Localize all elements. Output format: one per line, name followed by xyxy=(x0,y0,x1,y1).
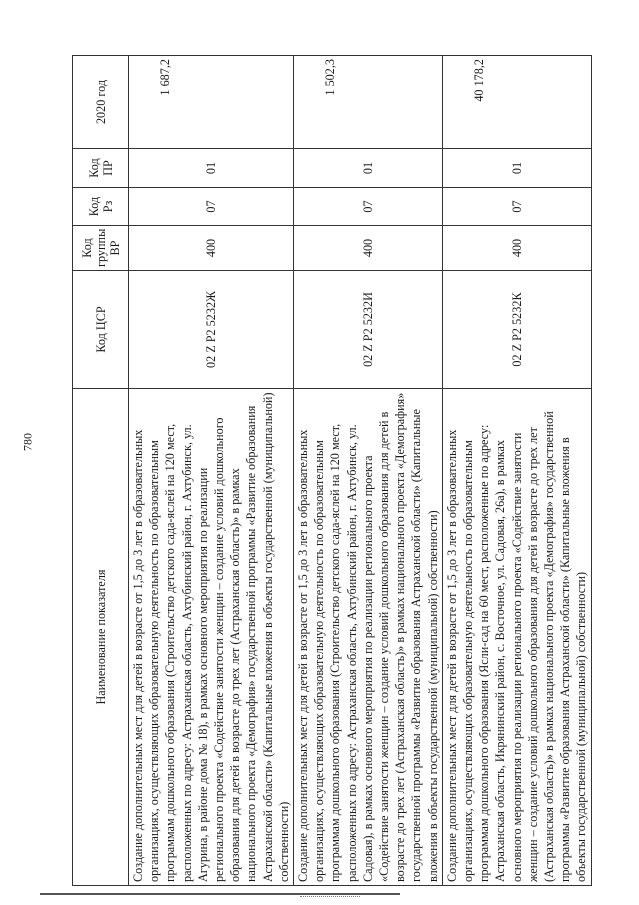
page-number-area xyxy=(0,0,40,905)
row-rz: 07 xyxy=(129,188,294,226)
header-year: 2020 год xyxy=(73,56,129,149)
row-rz: 07 xyxy=(442,188,591,226)
header-vr: Код группы ВР xyxy=(73,226,129,271)
table-header-row xyxy=(73,56,129,886)
row-value: 40 178,2 xyxy=(442,56,591,149)
header-rz: Код Рз xyxy=(73,188,129,226)
row-pr: 01 xyxy=(129,149,294,188)
header-csr: Код ЦСР xyxy=(73,271,129,389)
row-pr: 01 xyxy=(442,149,591,188)
scan-artifact-dots xyxy=(300,896,360,897)
row-name: Создание дополнительных мест для детей в возрасте от 1,5 до 3 лет в образовательных организациях, осуществляющих образовательную деятельность по образовательным программам дошкольного образования (Строительство детского сада-яслей на 120 мест, расположенных по адресу: Астраханская область, Ахтубинский район, г. Ахтубинск, ул. Агурина, в районе дома № 18), в рамках основного мероприятия по реализации регионального проекта «Содействие занятости женщин – создание условий дошкольного образования для детей в возрасте до трех лет (Астраханская область)» в рамках национального проекта «Демография» государственной программы «Развитие образования Астраханской области» (Капитальные вложения в объекты государственной (муниципальной) собственности) xyxy=(129,389,294,886)
row-csr: 02 Z P2 5232И xyxy=(294,271,443,389)
row-csr: 02 Z P2 5232К xyxy=(442,271,591,389)
header-name: Наименование показателя xyxy=(73,389,129,886)
scan-artifact-line xyxy=(40,893,400,895)
row-csr: 02 Z P2 5232Ж xyxy=(129,271,294,389)
row-vr: 400 xyxy=(442,226,591,271)
row-value: 1 687,2 xyxy=(129,56,294,149)
table-row xyxy=(442,56,591,886)
row-pr: 01 xyxy=(294,149,443,188)
row-name: Создание дополнительных мест для детей в возрасте от 1,5 до 3 лет в образовательных организациях, осуществляющих образовательную деятельность по образовательным программам дошкольного образования (Строительство детского сада-яслей на 120 мест, расположенных по адресу: Астраханская область, Ахтубинский район, г. Ахтубинск, ул. Садовая), в рамках основного мероприятия по реализации регионального проекта «Содействие занятости женщин – создание условий дошкольного образования для детей в возрасте до трех лет (Астраханская область)» в рамках национального проекта «Демография» государственной программы «Развитие образования Астраханской области» (Капитальные вложения в объекты государственной (муниципальной) собственности) xyxy=(294,389,443,886)
row-vr: 400 xyxy=(129,226,294,271)
budget-table xyxy=(72,55,592,886)
row-name: Создание дополнительных мест для детей в возрасте от 1,5 до 3 лет в образовательных организациях, осуществляющих образовательную деятельность по образовательным программам дошкольного образования (Ясли-сад на 60 мест, расположенные по адресу: Астраханская область, Икрянинский район, с. Восточное, ул. Садовая, 26а), в рамках основного мероприятия по реализации регионального проекта «Содействие занятости женщин – создание условий дошкольного образования для детей в возрасте до трех лет (Астраханская область)» в рамках национального проекта «Демография» государственной программы «Развитие образования Астраханской области» (Капитальные вложения в объекты государственной (муниципальной) собственности) xyxy=(442,389,591,886)
row-rz: 07 xyxy=(294,188,443,226)
page-number: 780 xyxy=(20,433,35,451)
table-row xyxy=(129,56,294,886)
table-row xyxy=(294,56,443,886)
header-pr: Код ПР xyxy=(73,149,129,188)
row-value: 1 502,3 xyxy=(294,56,443,149)
budget-table-rotated xyxy=(72,56,589,886)
row-vr: 400 xyxy=(294,226,443,271)
